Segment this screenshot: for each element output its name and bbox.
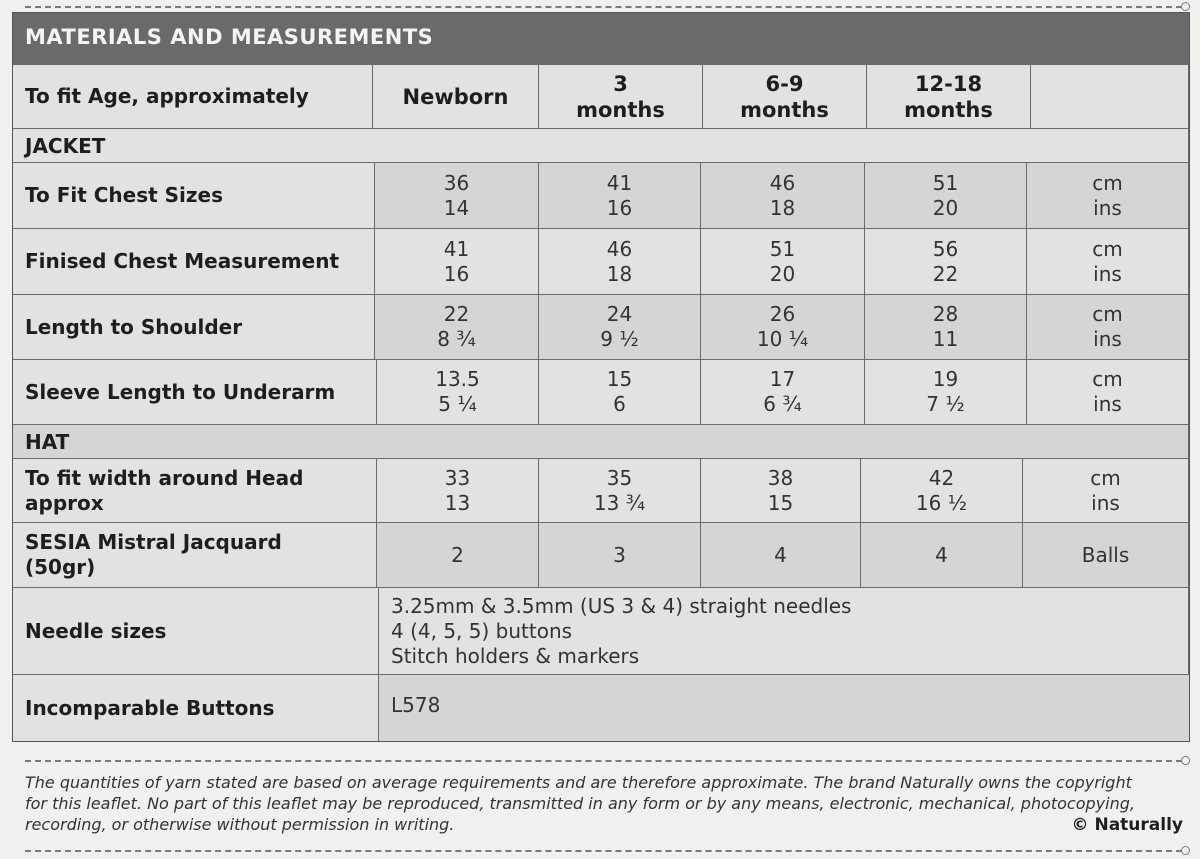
row-label-sleeve-length: Sleeve Length to Underarm xyxy=(13,360,377,425)
row-label-yarn: SESIA Mistral Jacquard (50gr) xyxy=(13,523,377,588)
head-width-newborn: 33 13 xyxy=(377,459,539,523)
row-label-needle-sizes: Needle sizes xyxy=(13,588,379,675)
yarn-balls-newborn: 2 xyxy=(377,523,539,588)
row-label-head-width: To fit width around Head approx xyxy=(13,459,377,523)
yarn-balls-6-9m: 4 xyxy=(701,523,861,588)
cut-line-dot-icon xyxy=(1181,2,1190,11)
age-row-label: To fit Age, approximately xyxy=(13,65,373,129)
sleeve-length-units: cm ins xyxy=(1027,360,1189,425)
top-cut-line xyxy=(25,6,1182,8)
finished-chest-6-9m: 51 20 xyxy=(701,229,865,295)
row-label-buttons: Incomparable Buttons xyxy=(13,675,379,741)
finished-chest-3m: 46 18 xyxy=(539,229,701,295)
age-header-newborn: Newborn xyxy=(373,65,539,129)
measurements-table xyxy=(12,12,1190,742)
age-header-6-9-months: 6-9 months xyxy=(703,65,867,129)
chest-sizes-6-9m: 46 18 xyxy=(701,163,865,229)
head-width-12-18m: 42 16 ½ xyxy=(861,459,1023,523)
sleeve-length-3m: 15 6 xyxy=(539,360,701,425)
age-header-unit-blank xyxy=(1031,65,1189,129)
sleeve-length-12-18m: 19 7 ½ xyxy=(865,360,1027,425)
finished-chest-newborn: 41 16 xyxy=(375,229,539,295)
row-label-length-to-shoulder: Length to Shoulder xyxy=(13,295,375,360)
middle-cut-line xyxy=(25,760,1182,762)
copyright-brand: © Naturally xyxy=(1071,815,1183,835)
row-label-chest-sizes: To Fit Chest Sizes xyxy=(13,163,375,229)
notice-line: for this leaflet. No part of this leaflet may be reproduced, transmitted in any form or by any means, electronic, mechanical, photocopying, xyxy=(25,794,1135,813)
buttons-value: L578 xyxy=(379,675,1189,741)
finished-chest-12-18m: 56 22 xyxy=(865,229,1027,295)
head-width-3m: 35 13 ¾ xyxy=(539,459,701,523)
sleeve-length-newborn: 13.5 5 ¼ xyxy=(377,360,539,425)
yarn-balls-12-18m: 4 xyxy=(861,523,1023,588)
cut-line-dot-icon xyxy=(1181,756,1190,765)
chest-sizes-3m: 41 16 xyxy=(539,163,701,229)
head-width-units: cm ins xyxy=(1023,459,1189,523)
shoulder-length-6-9m: 26 10 ¼ xyxy=(701,295,865,360)
notice-line: The quantities of yarn stated are based on average requirements and are therefore approximate. The brand Naturally owns the copyright xyxy=(25,773,1132,792)
chest-sizes-units: cm ins xyxy=(1027,163,1189,229)
cut-line-dot-icon xyxy=(1181,846,1190,855)
shoulder-length-units: cm ins xyxy=(1027,295,1189,360)
section-hat: HAT xyxy=(13,425,1189,459)
age-header-3-months: 3 months xyxy=(539,65,703,129)
needle-sizes-details: 3.25mm & 3.5mm (US 3 & 4) straight needles 4 (4, 5, 5) buttons Stitch holders & markers xyxy=(379,588,1189,675)
chest-sizes-12-18m: 51 20 xyxy=(865,163,1027,229)
age-header-12-18-months: 12-18 months xyxy=(867,65,1031,129)
shoulder-length-12-18m: 28 11 xyxy=(865,295,1027,360)
shoulder-length-3m: 24 9 ½ xyxy=(539,295,701,360)
copyright-notice xyxy=(25,772,1185,835)
section-jacket: JACKET xyxy=(13,129,1189,163)
bottom-cut-line xyxy=(25,850,1182,852)
chest-sizes-newborn: 36 14 xyxy=(375,163,539,229)
yarn-balls-3m: 3 xyxy=(539,523,701,588)
head-width-6-9m: 38 15 xyxy=(701,459,861,523)
finished-chest-units: cm ins xyxy=(1027,229,1189,295)
yarn-units: Balls xyxy=(1023,523,1189,588)
shoulder-length-newborn: 22 8 ¾ xyxy=(375,295,539,360)
row-label-finished-chest: Finised Chest Measurement xyxy=(13,229,375,295)
notice-line: recording, or otherwise without permission in writing. xyxy=(25,815,455,834)
sleeve-length-6-9m: 17 6 ¾ xyxy=(701,360,865,425)
table-title: MATERIALS AND MEASUREMENTS xyxy=(13,13,1189,65)
